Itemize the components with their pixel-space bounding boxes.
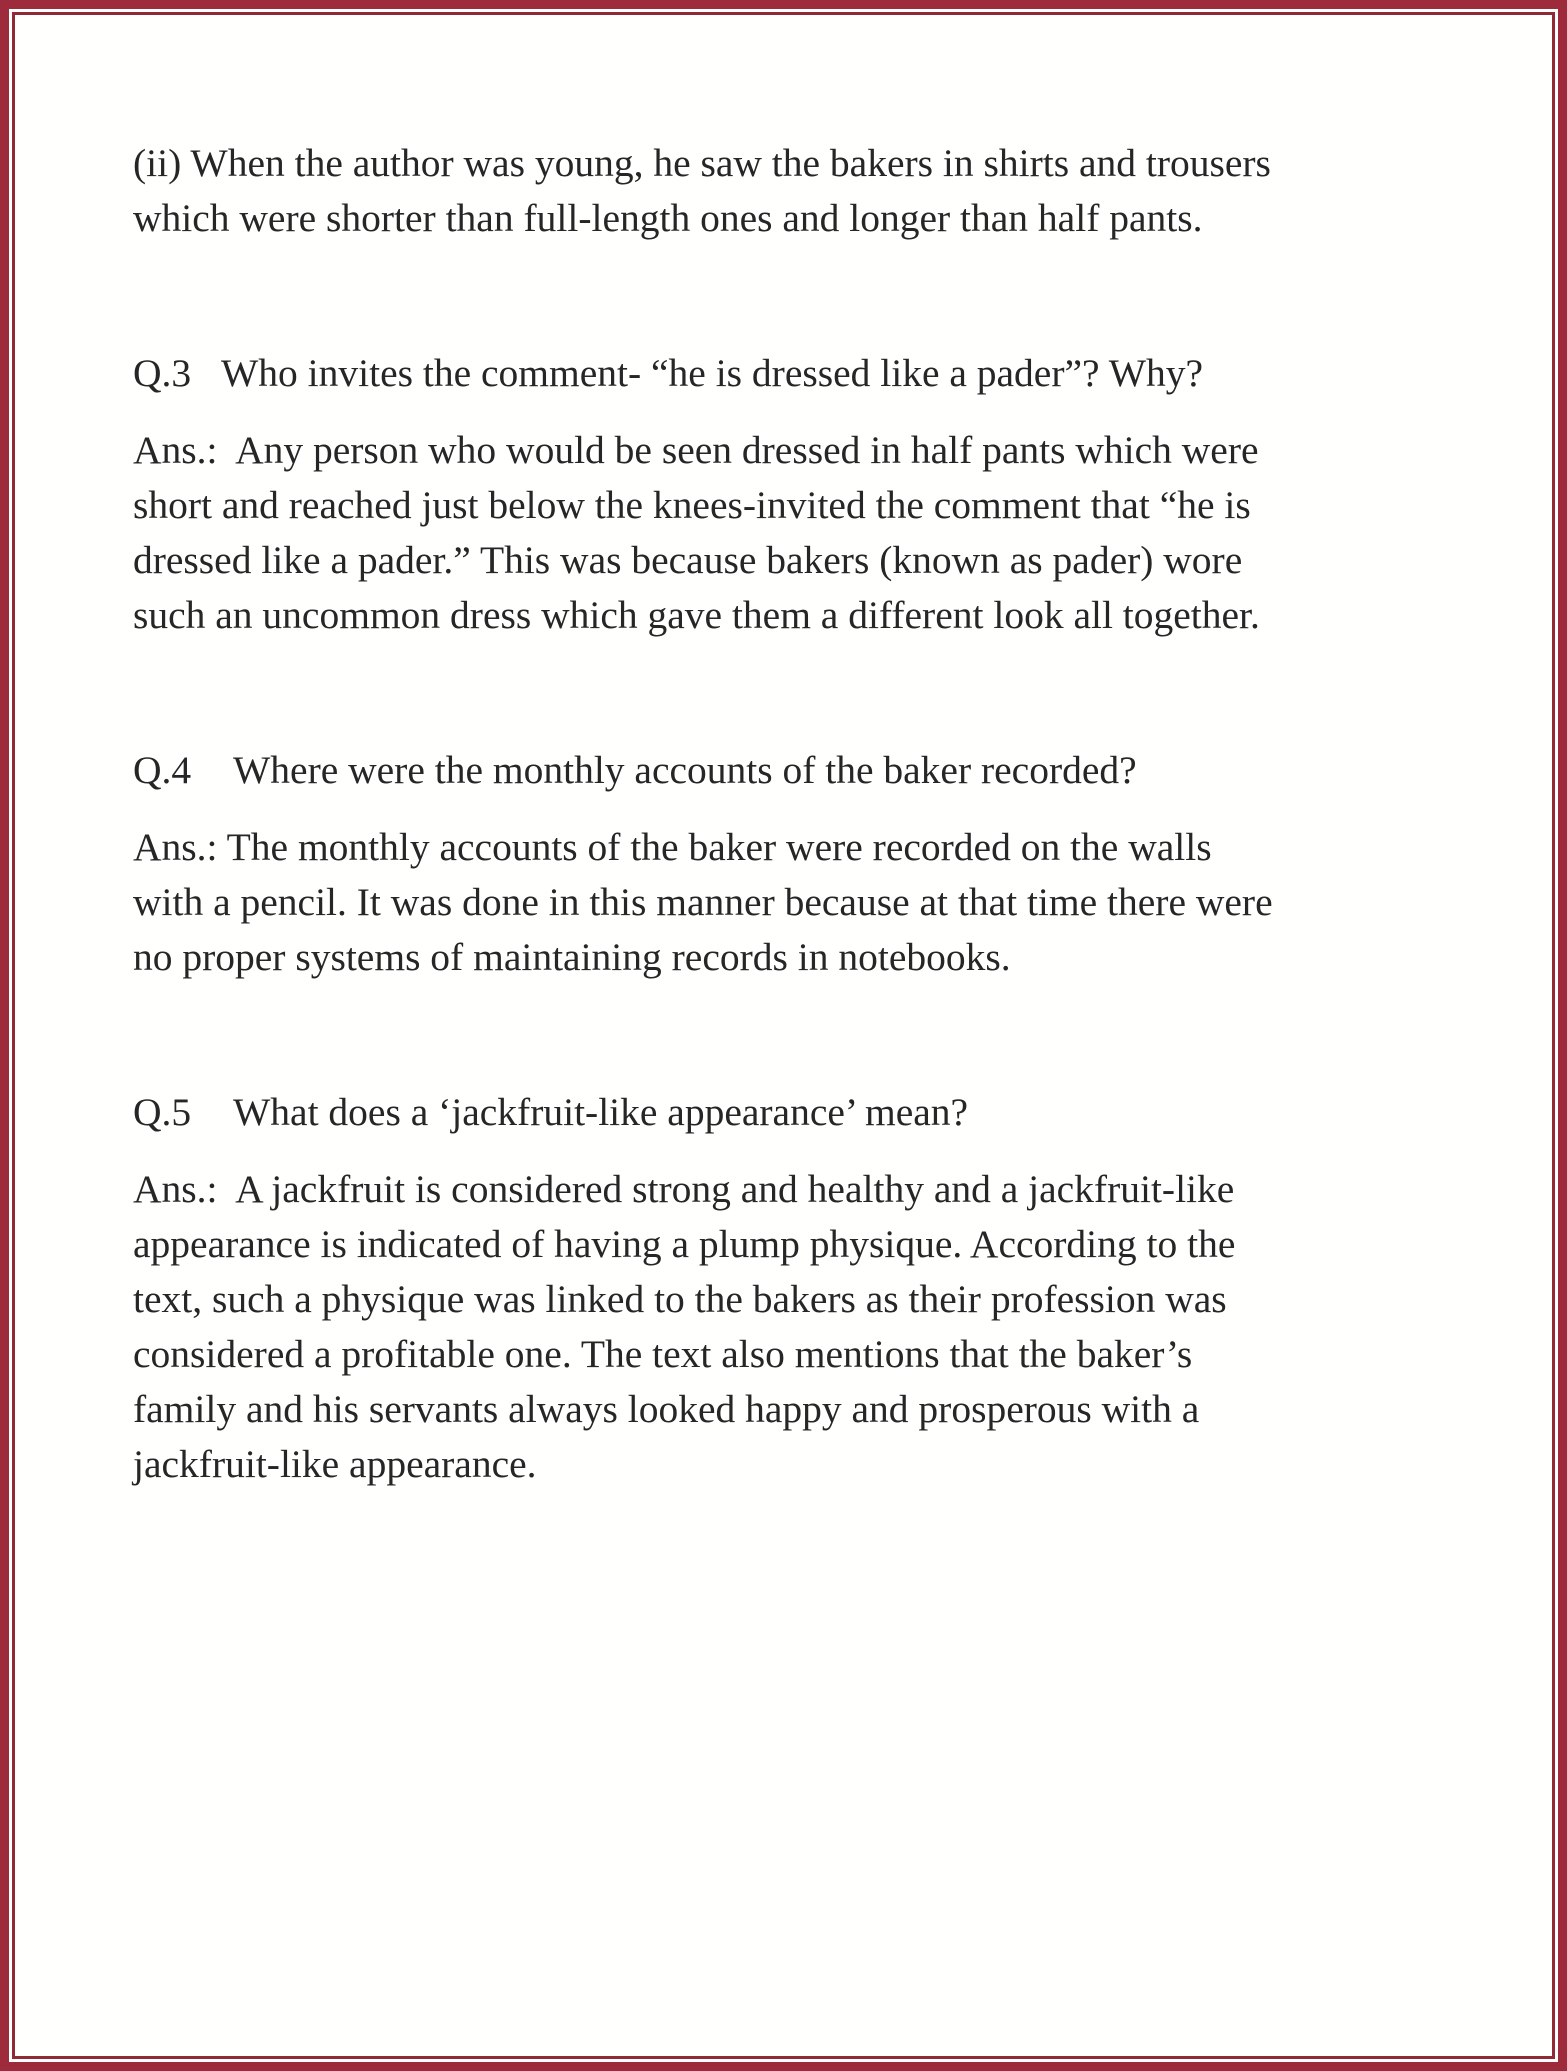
question-heading bbox=[133, 743, 1453, 798]
answer-line: with a pencil. It was done in this manner because at that time there were bbox=[133, 880, 1273, 924]
answer-line: Ans.: Any person who would be seen dressed in half pants which were bbox=[133, 428, 1259, 472]
intro-paragraph bbox=[133, 136, 1453, 246]
answer-line: family and his servants always looked happy and prosperous with a bbox=[133, 1387, 1200, 1431]
question-number: Q.5 bbox=[133, 1090, 192, 1134]
answer-line: Ans.: A jackfruit is considered strong and healthy and a jackfruit-like bbox=[133, 1167, 1235, 1211]
question-text: Who invites the comment- “he is dressed like a pader”? Why? bbox=[221, 351, 1204, 395]
answer-line: jackfruit-like appearance. bbox=[133, 1442, 537, 1486]
answer-line: such an uncommon dress which gave them a different look all together. bbox=[133, 593, 1260, 637]
answer-line: text, such a physique was linked to the bakers as their profession was bbox=[133, 1277, 1227, 1321]
question-text: Where were the monthly accounts of the baker recorded? bbox=[233, 748, 1137, 792]
question-number: Q.3 bbox=[133, 351, 192, 395]
answer-line: short and reached just below the knees-invited the comment that “he is bbox=[133, 483, 1251, 527]
intro-line: which were shorter than full-length ones and longer than half pants. bbox=[133, 196, 1203, 240]
question-block-q3 bbox=[133, 346, 1453, 643]
question-number: Q.4 bbox=[133, 748, 192, 792]
answer-line: Ans.: The monthly accounts of the baker were recorded on the walls bbox=[133, 825, 1212, 869]
question-heading bbox=[133, 346, 1453, 401]
intro-line: (ii) When the author was young, he saw the bakers in shirts and trousers bbox=[133, 141, 1271, 185]
answer-line: dressed like a pader.” This was because bakers (known as pader) wore bbox=[133, 538, 1243, 582]
question-block-q4 bbox=[133, 743, 1453, 985]
answer-line: no proper systems of maintaining records in notebooks. bbox=[133, 935, 1011, 979]
question-heading bbox=[133, 1085, 1453, 1140]
question-block-q5 bbox=[133, 1085, 1453, 1492]
question-text: What does a ‘jackfruit-like appearance’ mean? bbox=[233, 1090, 969, 1134]
answer-line: appearance is indicated of having a plump physique. According to the bbox=[133, 1222, 1236, 1266]
answer-line: considered a profitable one. The text also mentions that the baker’s bbox=[133, 1332, 1193, 1376]
document-page bbox=[133, 136, 1453, 1492]
